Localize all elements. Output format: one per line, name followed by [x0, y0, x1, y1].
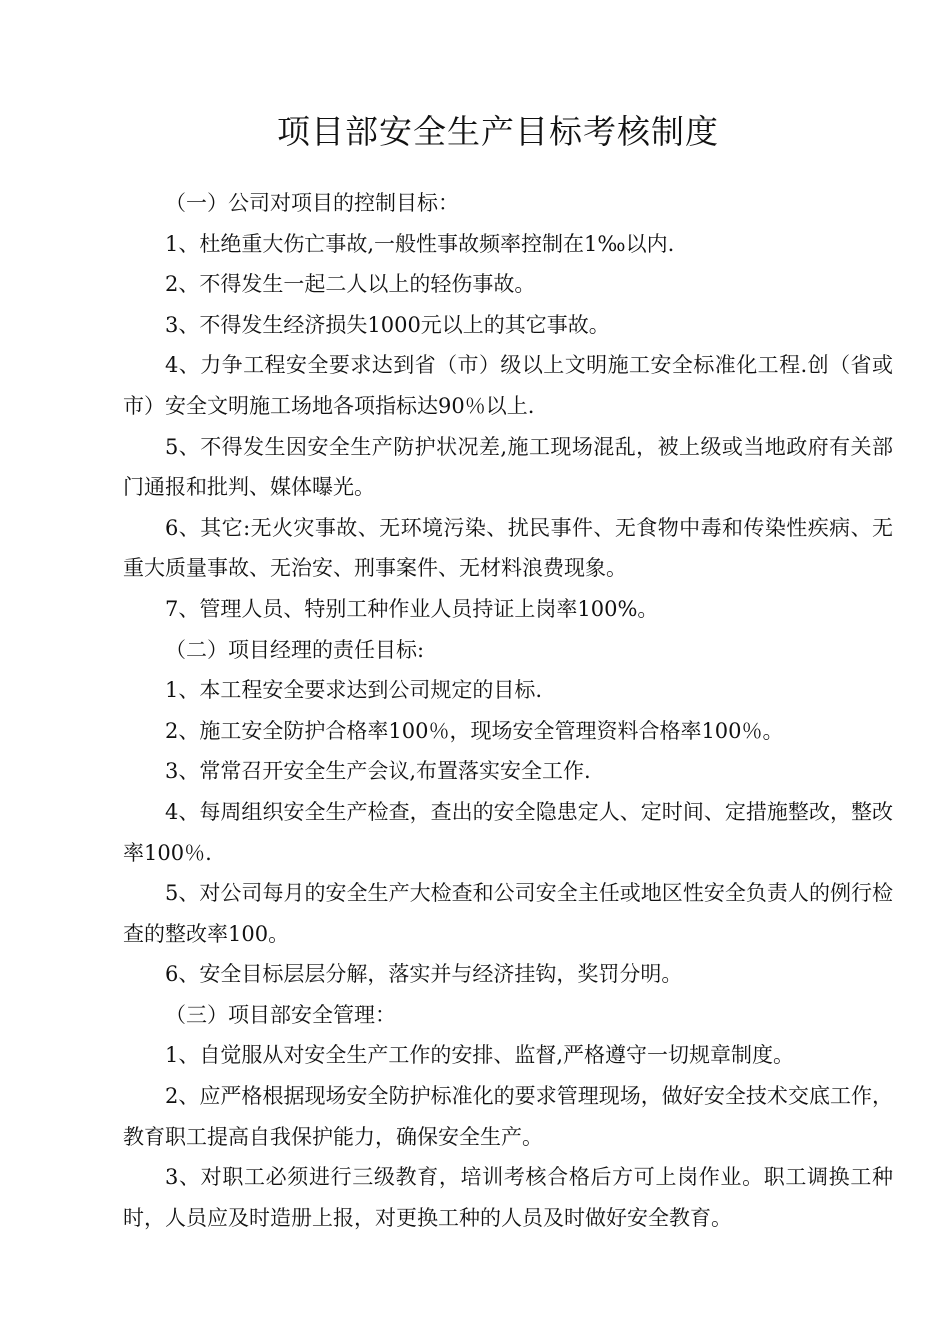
section-heading: （二）项目经理的责任目标: — [165, 637, 425, 662]
section-heading: （一）公司对项目的控制目标： — [165, 191, 459, 215]
list-item: 5、对公司每月的安全生产大检查和公司安全主任或地区性安全负责人的例行检查的整改率100。 — [123, 881, 893, 946]
list-item: 4、力争工程安全要求达到省（市）级以上文明施工安全标准化工程.创（省或市）安全文明施工场地各项指标达90％以上. — [123, 353, 893, 418]
section-heading: （三）项目部安全管理： — [165, 1002, 396, 1027]
list-item: 7、管理人员、特别工种作业人员持证上岗率100%。 — [165, 596, 659, 621]
list-item: 2、应严格根据现场安全防护标准化的要求管理现场，做好安全技术交底工作，教育职工提高自我保护能力，确保安全生产。 — [123, 1084, 893, 1149]
list-item: 3、不得发生经济损失1000元以上的其它事故。 — [165, 312, 610, 337]
document-title: 项目部安全生产目标考核制度 — [277, 112, 719, 151]
list-item: 5、不得发生因安全生产防护状况差,施工现场混乱，被上级或当地政府有关部门通报和批判、媒体曝光。 — [123, 434, 893, 500]
list-item: 2、不得发生一起二人以上的轻伤事故。 — [165, 272, 536, 297]
list-item: 3、对职工必须进行三级教育，培训考核合格后方可上岗作业。职工调换工种时，人员应及时造册上报，对更换工种的人员及时做好安全教育。 — [123, 1165, 893, 1230]
list-item: 6、其它:无火灾事故、无环境污染、扰民事件、无食物中毒和传染性疾病、无重大质量事故、无治安、刑事案件、无材料浪费现象。 — [123, 515, 893, 581]
list-item: 1、自觉服从对安全生产工作的安排、监督,严格遵守一切规章制度。 — [165, 1043, 795, 1068]
list-item: 4、每周组织安全生产检查，查出的安全隐患定人、定时间、定措施整改，整改率100％. — [123, 799, 893, 865]
list-item: 1、杜绝重大伤亡事故,一般性事故频率控制在1‰以内. — [165, 231, 675, 256]
list-item: 6、安全目标层层分解，落实并与经济挂钩，奖罚分明。 — [165, 962, 683, 987]
list-item: 2、施工安全防护合格率100％，现场安全管理资料合格率100％。 — [165, 718, 784, 743]
list-item: 1、本工程安全要求达到公司规定的目标. — [165, 678, 543, 703]
document-body — [123, 183, 893, 1238]
list-item: 3、常常召开安全生产会议,布置落实安全工作. — [165, 759, 591, 784]
